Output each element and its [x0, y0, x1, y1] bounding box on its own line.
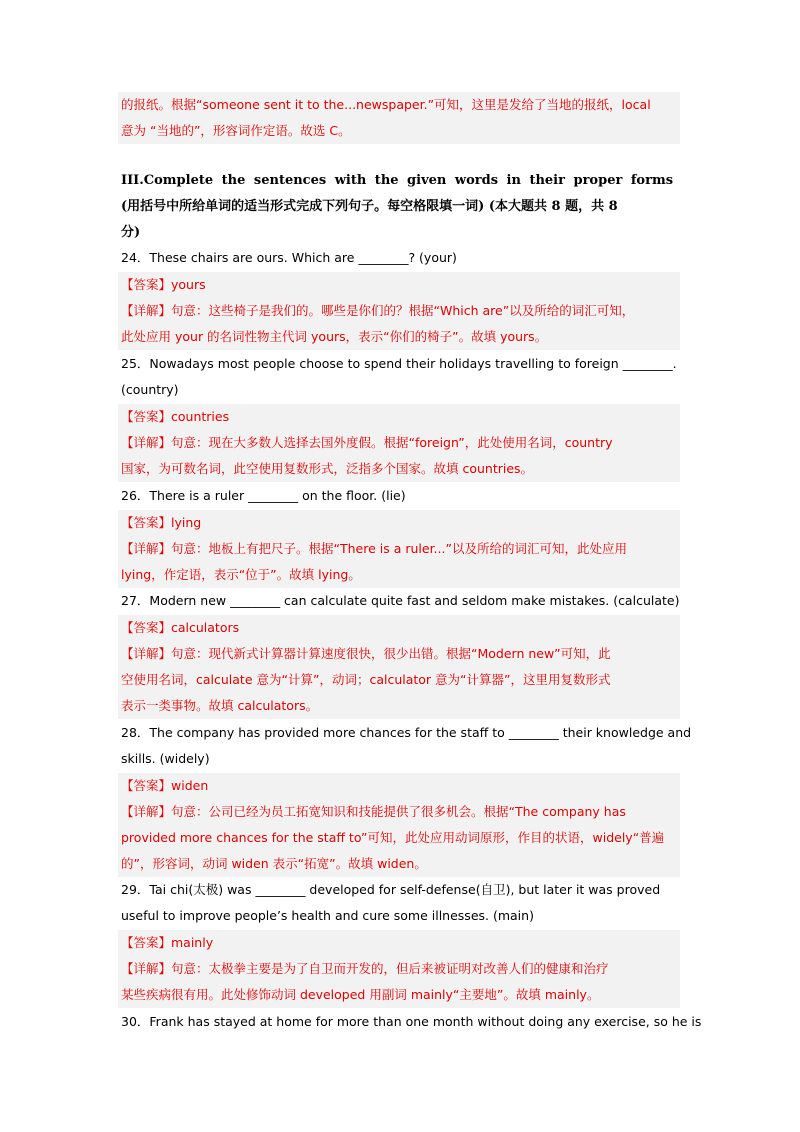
detail-line: 【详解】句意：这些椅子是我们的。哪些是你们的？根据“Which are”以及所给的词汇可知，: [121, 303, 635, 318]
answer-line: 【答案】countries: [121, 409, 230, 424]
answer-line: 【答案】yours: [121, 277, 206, 292]
question-24: 24．These chairs are ours. Which are ________? (your): [121, 250, 457, 265]
detail-line: 【详解】句意：现代新式计算器计算速度很快，很少出错。根据“Modern new”可知，此: [121, 646, 611, 661]
detail-line: 【详解】句意：地板上有把尺子。根据“There is a ruler...”以及所给的词汇可知，此处应用: [121, 541, 627, 556]
detail-line: 【详解】句意：现在大多数人选择去国外度假。根据“foreign”，此处使用名词，country: [121, 435, 613, 450]
section-title: III.Complete the sentences with the given words in their proper forms: [121, 173, 674, 188]
answer-box-24: [118, 272, 680, 350]
answer-box-29: [118, 930, 680, 1008]
detail-line: 国家，为可数名词，此空使用复数形式，泛指多个国家。故填 countries。: [121, 461, 534, 476]
answer-line: 【答案】mainly: [121, 935, 214, 950]
answer-box-28: [118, 773, 680, 877]
explanation-line: 意为 “当地的”，形容词作定语。故选 C。: [121, 123, 351, 138]
question-28-cont: skills. (widely): [121, 751, 210, 766]
detail-line: 【详解】句意：公司已经为员工拓宽知识和技能提供了很多机会。根据“The company has: [121, 804, 626, 819]
question-25: 25．Nowadays most people choose to spend their holidays travelling to foreign ________.: [121, 356, 677, 371]
answer-line: 【答案】lying: [121, 515, 202, 530]
question-29: 29．Tai chi(太极) was ________ developed for self-defense(自卫), but later it was proved: [121, 882, 661, 897]
question-30: 30．Frank has stayed at home for more than one month without doing any exercise, so he is: [121, 1014, 702, 1029]
question-25-cont: (country): [121, 382, 179, 397]
detail-line: 的”，形容词，动词 widen 表示“拓宽”。故填 widen。: [121, 856, 427, 871]
detail-line: lying，作定语，表示“位于”。故填 lying。: [121, 567, 361, 582]
section-instruction-cont: 分): [121, 225, 141, 240]
answer-box-26: [118, 510, 680, 588]
detail-line: 【详解】句意：太极拳主要是为了自卫而开发的，但后来被证明对改善人们的健康和治疗: [121, 961, 609, 976]
answer-line: 【答案】calculators: [121, 620, 240, 635]
question-26: 26．There is a ruler ________ on the floor. (lie): [121, 488, 406, 503]
detail-line: 此处应用 your 的名词性物主代词 yours，表示“你们的椅子”。故填 yours。: [121, 329, 548, 344]
detail-line: 表示一类事物。故填 calculators。: [121, 698, 319, 713]
explanation-line: 的报纸。根据“someone sent it to the...newspaper.”可知，这里是发给了当地的报纸，local: [121, 97, 651, 112]
question-29-cont: useful to improve people’s health and cure some illnesses. (main): [121, 908, 534, 923]
section-instruction: (用括号中所给单词的适当形式完成下列句子。每空格限填一词) (本大题共 8 题，共 8: [121, 199, 618, 214]
detail-line: 空使用名词，calculate 意为“计算”，动词；calculator 意为“计算器”，这里用复数形式: [121, 672, 611, 687]
answer-line: 【答案】widen: [121, 778, 209, 793]
answer-box-27: [118, 615, 680, 719]
question-27: 27．Modern new ________ can calculate quite fast and seldom make mistakes. (calculate): [121, 593, 680, 608]
detail-line: provided more chances for the staff to”可知，此处应用动词原形，作目的状语，widely“普遍: [121, 830, 665, 845]
answer-box-25: [118, 404, 680, 482]
question-28: 28．The company has provided more chances for the staff to ________ their knowledge and: [121, 725, 692, 740]
detail-line: 某些疾病很有用。此处修饰动词 developed 用副词 mainly“主要地”。故填 mainly。: [121, 987, 600, 1002]
explanation-box: [118, 92, 680, 144]
